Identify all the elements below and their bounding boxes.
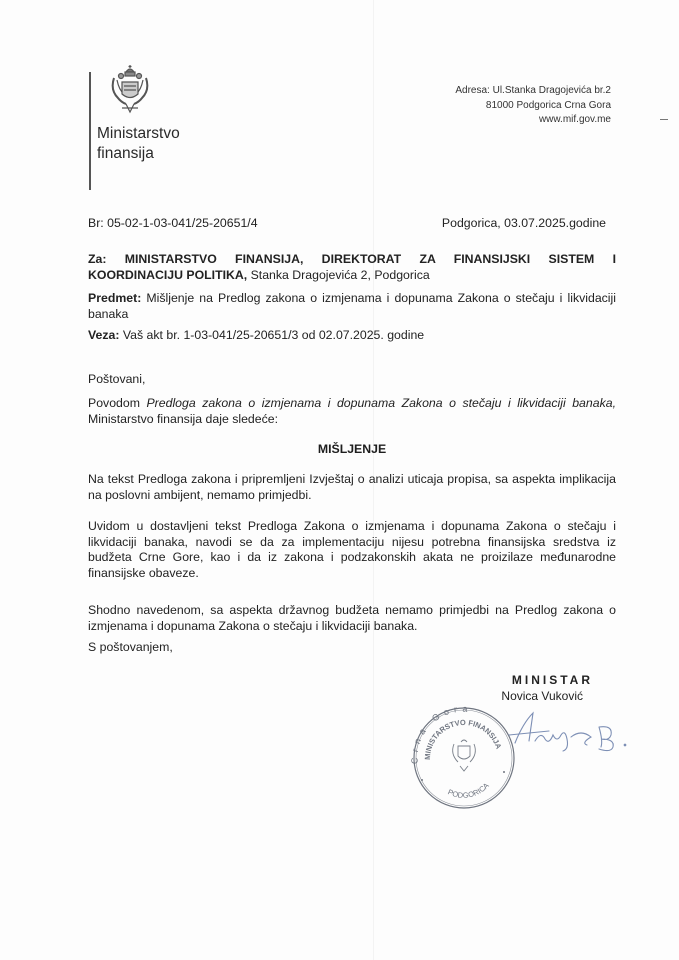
intro-prefix: Povodom	[88, 396, 147, 410]
ministry-name-line1: Ministarstvo	[97, 125, 180, 142]
opinion-heading: MIŠLJENJE	[317, 442, 387, 456]
ministry-name	[97, 124, 180, 164]
svg-text:PODGORICA	[446, 781, 490, 800]
ministry-name-line2: finansija	[97, 145, 154, 162]
paragraph-1: Na tekst Predloga zakona i pripremljeni Izvještaj o analizi uticaja propisa, sa aspekta implikacija na poslovni ambijent, nemamo primjedbi.	[88, 472, 616, 502]
recipient-line2: KOORDINACIJU POLITIKA,	[88, 267, 248, 282]
minister-title: MINISTAR	[511, 673, 593, 687]
connection-text: Vaš akt br. 1-03-041/25-20651/3 od 02.07.2025. godine	[119, 328, 425, 342]
paragraph-3: Shodno navedenom, sa aspekta državnog budžeta nemamo primjedbi na Predlog zakona o izmjenama i dopunama Zakona o stečaju i likvidaciji banaka.	[88, 603, 616, 633]
salutation: Poštovani,	[88, 372, 146, 386]
subject-label: Predmet:	[88, 291, 142, 305]
montenegro-coat-of-arms-icon	[108, 64, 152, 116]
reference-number: Br: 05-02-1-03-041/25-20651/4	[88, 216, 258, 230]
address-street: Adresa: Ul.Stanka Dragojevića br.2	[455, 85, 611, 96]
official-stamp-icon	[408, 700, 518, 810]
intro-paragraph	[88, 396, 616, 427]
website-link[interactable]: www.mif.gov.me	[538, 114, 611, 125]
address-city: 81000 Podgorica Crna Gora	[485, 99, 611, 111]
place-date: Podgorica, 03.07.2025.godine	[441, 216, 606, 230]
subject-text: Mišljenje na Predlog zakona o izmjenama i dopunama Zakona o stečaju i likvidaciji banaka	[88, 291, 616, 321]
recipient-label: Za:	[88, 252, 107, 266]
recipient-line1: MINISTARSTVO FINANSIJA, DIREKTORAT ZA FINANSIJSKI SISTEM I	[124, 252, 617, 266]
letterhead-divider	[89, 72, 91, 190]
signature-icon	[505, 705, 635, 760]
subject-block	[88, 291, 616, 322]
intro-law-title: Predloga zakona o izmjenama i dopunama Zakona o stečaju i likvidaciji banaka,	[146, 396, 616, 410]
address-block	[455, 84, 611, 128]
connection-label: Veza:	[88, 328, 120, 342]
scan-mark	[660, 119, 668, 120]
stamp-ministry-text: MINISTARSTVO FINANSIJA	[422, 717, 504, 761]
minister-name: Novica Vuković	[501, 689, 583, 703]
paragraph-2: Uvidom u dostavljeni tekst Predloga Zakona o izmjenama i dopunama Zakona o stečaju i likvidaciji banaka, navodi se da za implementaciju nijesu potrebna finansijska sredstva iz budžeta Crne Gore, kao i da iz zakona i podzakonskih akata ne proizilaze međunarodne finansijske obaveze.	[88, 519, 616, 580]
intro-suffix: Ministarstvo finansija daje sledeće:	[88, 411, 279, 426]
connection-block	[88, 328, 616, 344]
closing: S poštovanjem,	[88, 640, 173, 654]
stamp-city-text: PODGORICA	[446, 780, 491, 800]
stamp-country-text: Crna Gora	[409, 703, 473, 765]
recipient-block	[88, 252, 616, 283]
recipient-address: Stanka Dragojevića 2, Podgorica	[247, 267, 430, 282]
